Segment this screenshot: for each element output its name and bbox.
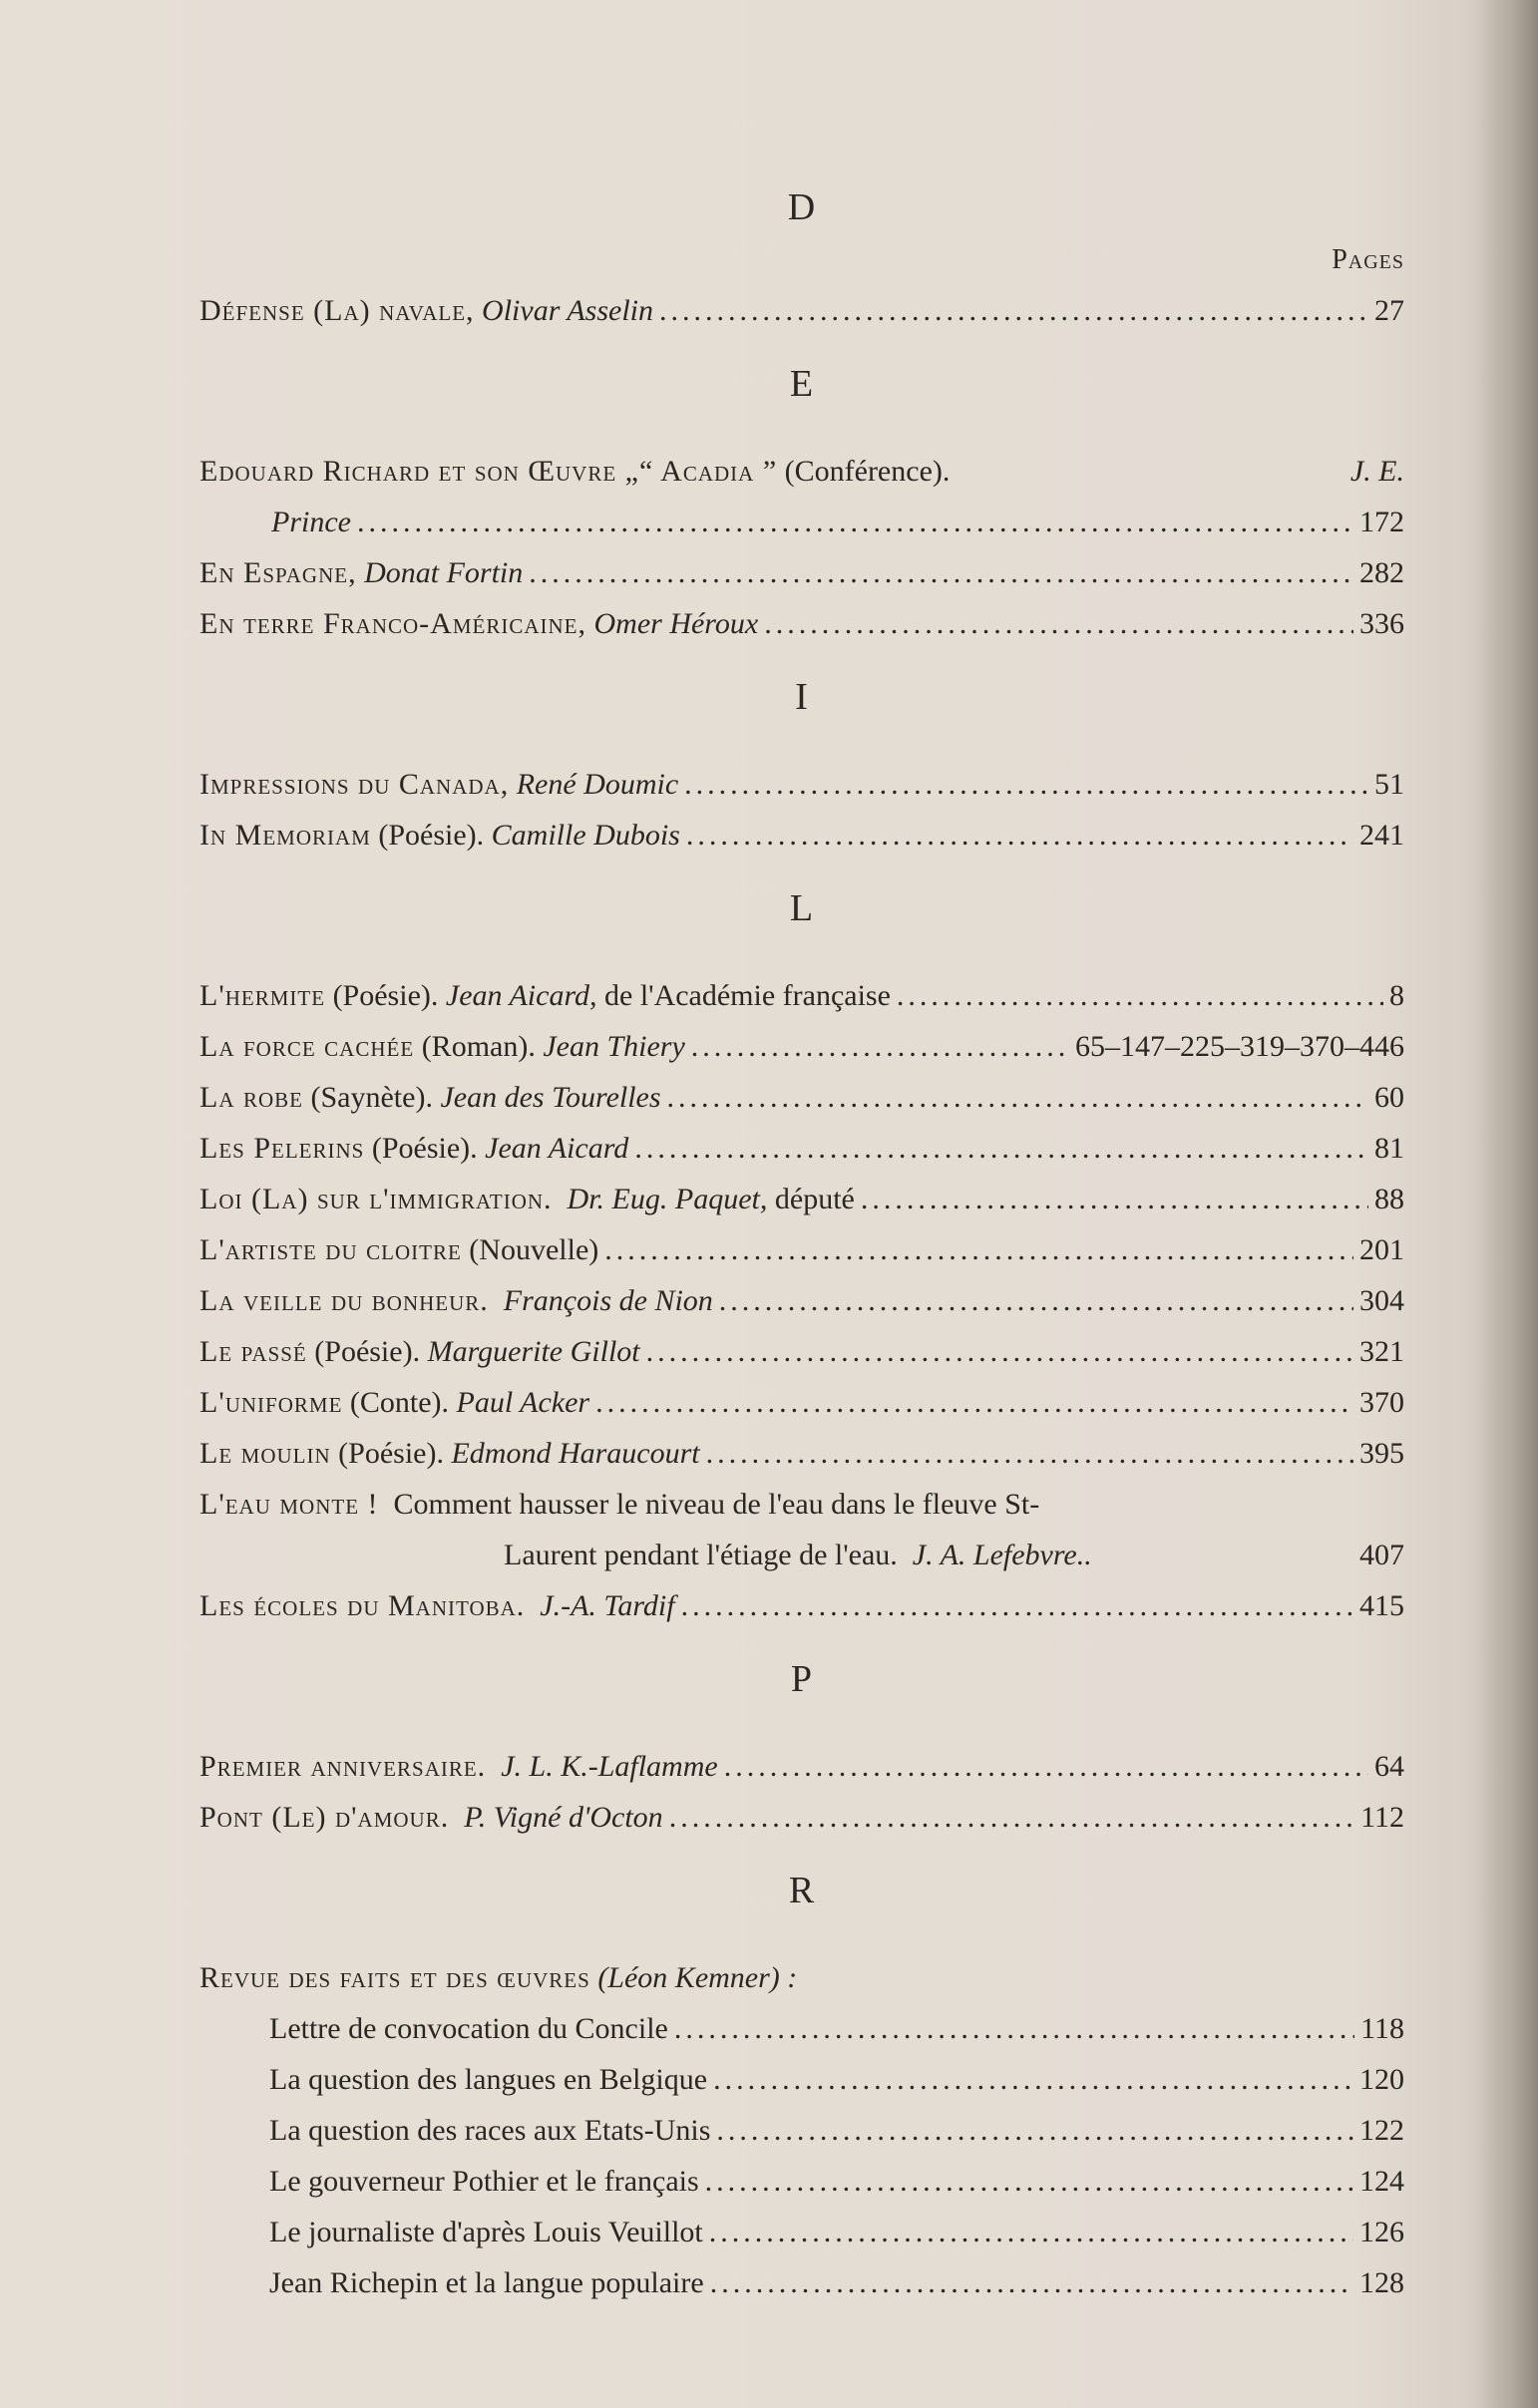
entry-subtitle: Comment hausser le niveau de l'eau dans le fleuve St- [393,1488,1040,1521]
entry-title: Les Pelerins [199,1132,365,1165]
leader-dots [681,1580,1353,1631]
entry-page: 415 [1359,1589,1404,1622]
leader-dots [646,1326,1353,1377]
leader-dots [686,810,1353,860]
entry-genre: (Poésie). [378,819,485,852]
index-entry [199,1275,1404,1326]
index-subentry [199,2207,1404,2257]
leader-dots [669,1792,1354,1843]
entry-author: Jean Aicard, [445,979,597,1012]
entry-author: Jean des Tourelles [440,1081,661,1114]
entry-author: J. A. Lefebvre.. [912,1539,1092,1571]
entry-title: L'uniforme [199,1386,343,1419]
entry-page: 124 [1359,2165,1404,2198]
entry-page: 51 [1374,768,1404,801]
entry-page: 321 [1359,1335,1404,1368]
entry-author: Prince [271,506,351,538]
entry-page: 282 [1359,556,1404,589]
index-content [199,179,1404,2308]
index-entry [199,1174,1404,1224]
index-entry [199,1741,1404,1792]
subentry-title: Jean Richepin et la langue populaire [269,2266,704,2299]
entry-author: Camille Dubois [491,819,680,852]
leader-dots [604,1224,1353,1275]
entry-page: 81 [1374,1132,1404,1165]
entry-page: 112 [1360,1801,1404,1834]
index-entry-continuation [199,1530,1404,1580]
subentry-title: La question des races aux Etats-Unis [269,2114,711,2147]
entry-page: 241 [1359,819,1404,852]
index-entry [199,1377,1404,1428]
leader-dots [667,1072,1368,1123]
entry-title: Pont (Le) d'amour. [199,1801,450,1834]
entry-genre: (Roman). [421,1030,536,1063]
entry-genre: (Poésie). [314,1335,421,1368]
entry-page: 118 [1360,2012,1404,2045]
entry-title: En terre Franco-Américaine, [199,607,586,640]
subentry-title: La question des langues en Belgique [269,2063,708,2096]
page-edge-shadow [1478,0,1538,2408]
entry-author: Paul Acker [456,1386,590,1419]
entry-author: J. L. K.-Laflamme [501,1750,718,1783]
index-entry-heading [199,1952,1404,2003]
entry-genre: (Conférence). [784,455,951,488]
entry-title: Le moulin [199,1437,331,1470]
leader-dots [595,1377,1353,1428]
pages-column-heading: Pages [1332,244,1404,275]
index-entry [199,1479,1404,1530]
entry-title: La veille du bonheur. [199,1284,489,1317]
entry-author: P. Vigné d'Octon [464,1801,663,1834]
entry-title: La force cachée [199,1030,415,1063]
entry-title: Loi (La) sur l'immigration. [199,1183,553,1215]
entry-genre: (Nouvelle) [469,1233,599,1266]
entry-title: Le passé [199,1335,307,1368]
index-entry [199,1224,1404,1275]
entry-author: Olivar Asselin [482,294,653,327]
index-entry [199,547,1404,598]
section-letter-l: L [789,887,815,929]
entry-page: 120 [1359,2063,1404,2096]
entry-title: Défense (La) navale, [199,294,475,327]
section-letter-d: D [787,186,817,228]
entry-genre: (Poésie). [338,1437,444,1470]
entry-genre: (Poésie). [332,979,439,1012]
entry-page: 128 [1359,2266,1404,2299]
index-subentry [199,2054,1404,2105]
entry-title: En Espagne, [199,556,357,589]
entry-affiliation: député [774,1183,855,1215]
entry-author: Jean Aicard [485,1132,629,1165]
entry-page: 395 [1359,1437,1404,1470]
leader-dots [691,1021,1069,1072]
section-letter-i: I [795,676,809,718]
index-entry [199,1123,1404,1174]
index-subentry [199,2156,1404,2207]
index-entry [199,1580,1404,1631]
leader-dots [705,2156,1353,2207]
entry-title: Premier anniversaire. [199,1750,487,1783]
entry-page: 88 [1374,1183,1404,1215]
section-letter-r: R [788,1870,816,1911]
index-subentry [199,2257,1404,2308]
index-entry [199,446,1404,497]
entry-author: Dr. Eug. Paquet, [567,1183,768,1215]
entry-title: La robe [199,1081,303,1114]
index-subentry [199,2003,1404,2054]
section-letter-e: E [789,363,815,405]
leader-dots [719,1275,1353,1326]
entry-page: 27 [1374,294,1404,327]
entry-author: J.-A. Tardif [540,1589,675,1622]
index-entry [199,285,1404,336]
entry-page: 122 [1359,2114,1404,2147]
entry-affiliation: de l'Académie française [604,979,891,1012]
index-entry-continuation [199,497,1404,547]
leader-dots [529,547,1353,598]
index-entry [199,759,1404,810]
entry-title: Revue des faits et des œuvres [199,1961,590,1994]
leader-dots [357,497,1353,547]
subentry-title: Le journaliste d'après Louis Veuillot [269,2216,703,2248]
leader-dots [659,285,1368,336]
leader-dots [674,2003,1354,2054]
index-entry [199,810,1404,860]
entry-title: Impressions du Canada, [199,768,510,801]
entry-title: L'hermite [199,979,326,1012]
entry-page: 407 [1359,1539,1404,1571]
entry-page: 64 [1374,1750,1404,1783]
index-entry [199,970,1404,1021]
leader-dots [897,970,1383,1021]
index-entry [199,1326,1404,1377]
entry-author: Donat Fortin [364,556,524,589]
entry-genre: (Saynète). [310,1081,433,1114]
leader-dots [724,1741,1368,1792]
entry-page: 370 [1359,1386,1404,1419]
entry-title: In Memoriam [199,819,371,852]
leader-dots [861,1174,1368,1224]
index-entry [199,1072,1404,1123]
entry-author: Omer Héroux [593,607,759,640]
entry-title: L'artiste du cloitre [199,1233,462,1266]
subentry-title: Le gouverneur Pothier et le français [269,2165,699,2198]
leader-dots [713,2054,1353,2105]
entry-author: Marguerite Gillot [427,1335,640,1368]
index-entry [199,1021,1404,1072]
entry-title: Edouard Richard et son Œuvre „“ Acadia ” [199,455,778,488]
leader-dots [710,2257,1353,2308]
index-subentry [199,2105,1404,2156]
entry-author: J. E. [1349,455,1404,488]
entry-title: L'eau monte ! [199,1488,379,1521]
entry-page: 60 [1374,1081,1404,1114]
leader-dots [716,2105,1353,2156]
entry-page: 304 [1359,1284,1404,1317]
entry-page: 201 [1359,1233,1404,1266]
entry-author: René Doumic [516,768,679,801]
leader-dots [764,598,1353,649]
index-entry [199,1428,1404,1479]
leader-dots [706,1428,1353,1479]
entry-page: 65–147–225–319–370–446 [1075,1030,1404,1063]
leader-dots [709,2207,1353,2257]
leader-dots [634,1123,1368,1174]
entry-page: 8 [1389,979,1404,1012]
entry-page: 336 [1359,607,1404,640]
entry-author: François de Nion [503,1284,713,1317]
index-entry [199,598,1404,649]
leader-dots [684,759,1368,810]
entry-subtitle-continued: Laurent pendant l'étiage de l'eau. [504,1539,898,1571]
entry-genre: (Conte). [349,1386,450,1419]
entry-genre: (Poésie). [371,1132,478,1165]
entry-page: 172 [1359,506,1404,538]
entry-page: 126 [1359,2216,1404,2248]
entry-title: Les écoles du Manitoba. [199,1589,526,1622]
entry-author: (Léon Kemner) : [597,1961,798,1994]
subentry-title: Lettre de convocation du Concile [269,2012,668,2045]
entry-author: Jean Thiery [543,1030,685,1063]
section-letter-p: P [790,1658,814,1700]
entry-author: Edmond Haraucourt [451,1437,700,1470]
index-entry [199,1792,1404,1843]
